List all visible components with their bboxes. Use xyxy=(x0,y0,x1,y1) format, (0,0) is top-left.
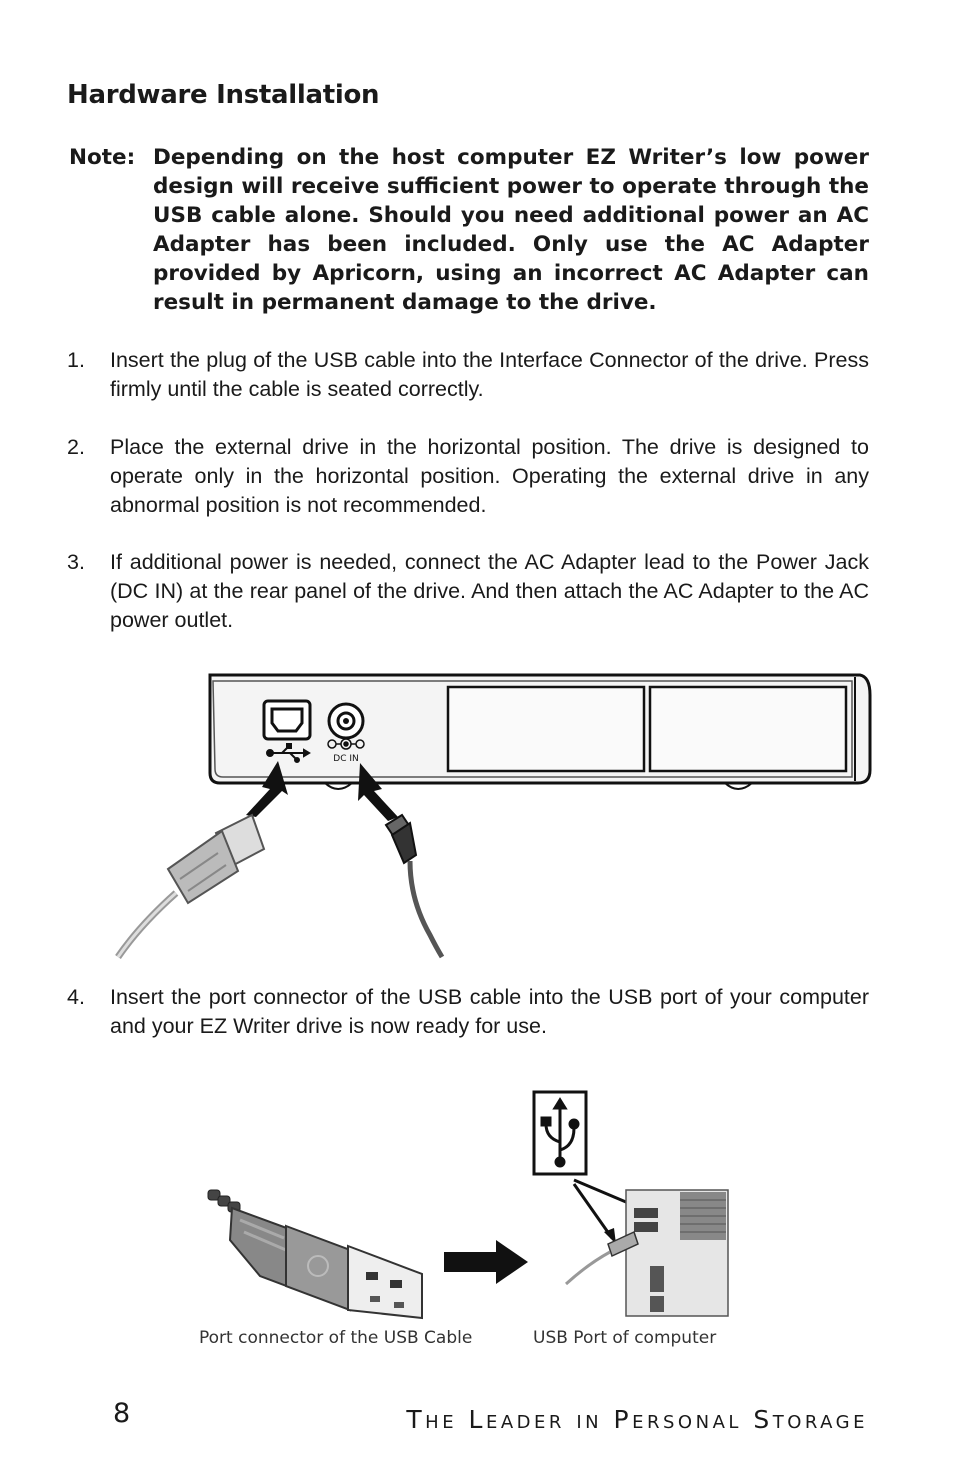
step-number: 3. xyxy=(67,550,85,574)
step-number: 1. xyxy=(67,348,85,372)
caption-usb-cable: Port connector of the USB Cable xyxy=(199,1328,473,1348)
step-text: Insert the plug of the USB cable into the Interface Connector of the drive. Press firmly until the cable is seated correctly. xyxy=(110,348,869,401)
note-text: Depending on the host computer EZ Writer’s low power design will receive sufficient power to operate through the USB cable alone. Should you need additional power an AC Adapter has been included. Only use the AC Adapter provided by Apricorn, using an incorrect AC Adapter can result in permanent damage to the drive. xyxy=(153,145,869,315)
step-text: If additional power is needed, connect the AC Adapter lead to the Power Jack (DC IN) at the rear panel of the drive. And then attach the AC Adapter to the AC power outlet. xyxy=(110,550,869,632)
step-number: 4. xyxy=(67,985,85,1009)
insert-arrow-icon xyxy=(444,1240,528,1284)
step-text: Place the external drive in the horizontal position. The drive is designed to operate only in the horizontal position. Operating the external drive in any abnormal position is not recommended. xyxy=(110,435,869,517)
note-block xyxy=(69,143,869,318)
step-number: 2. xyxy=(67,435,85,459)
step-text: Insert the port connector of the USB cable into the USB port of your computer and your EZ Writer drive is now ready for use. xyxy=(110,985,869,1038)
usb-a-connector-figure xyxy=(200,1180,440,1320)
page-heading: Hardware Installation xyxy=(67,80,380,110)
caption-usb-port: USB Port of computer xyxy=(533,1328,717,1348)
dc-in-label: DC IN xyxy=(333,754,359,764)
drive-rear-panel-figure xyxy=(110,665,872,960)
page-number: 8 xyxy=(113,1398,131,1429)
footer-tagline: The Leader in Personal Storage xyxy=(406,1405,868,1434)
computer-usb-port-figure xyxy=(530,1088,730,1318)
note-label: Note: xyxy=(69,145,136,170)
